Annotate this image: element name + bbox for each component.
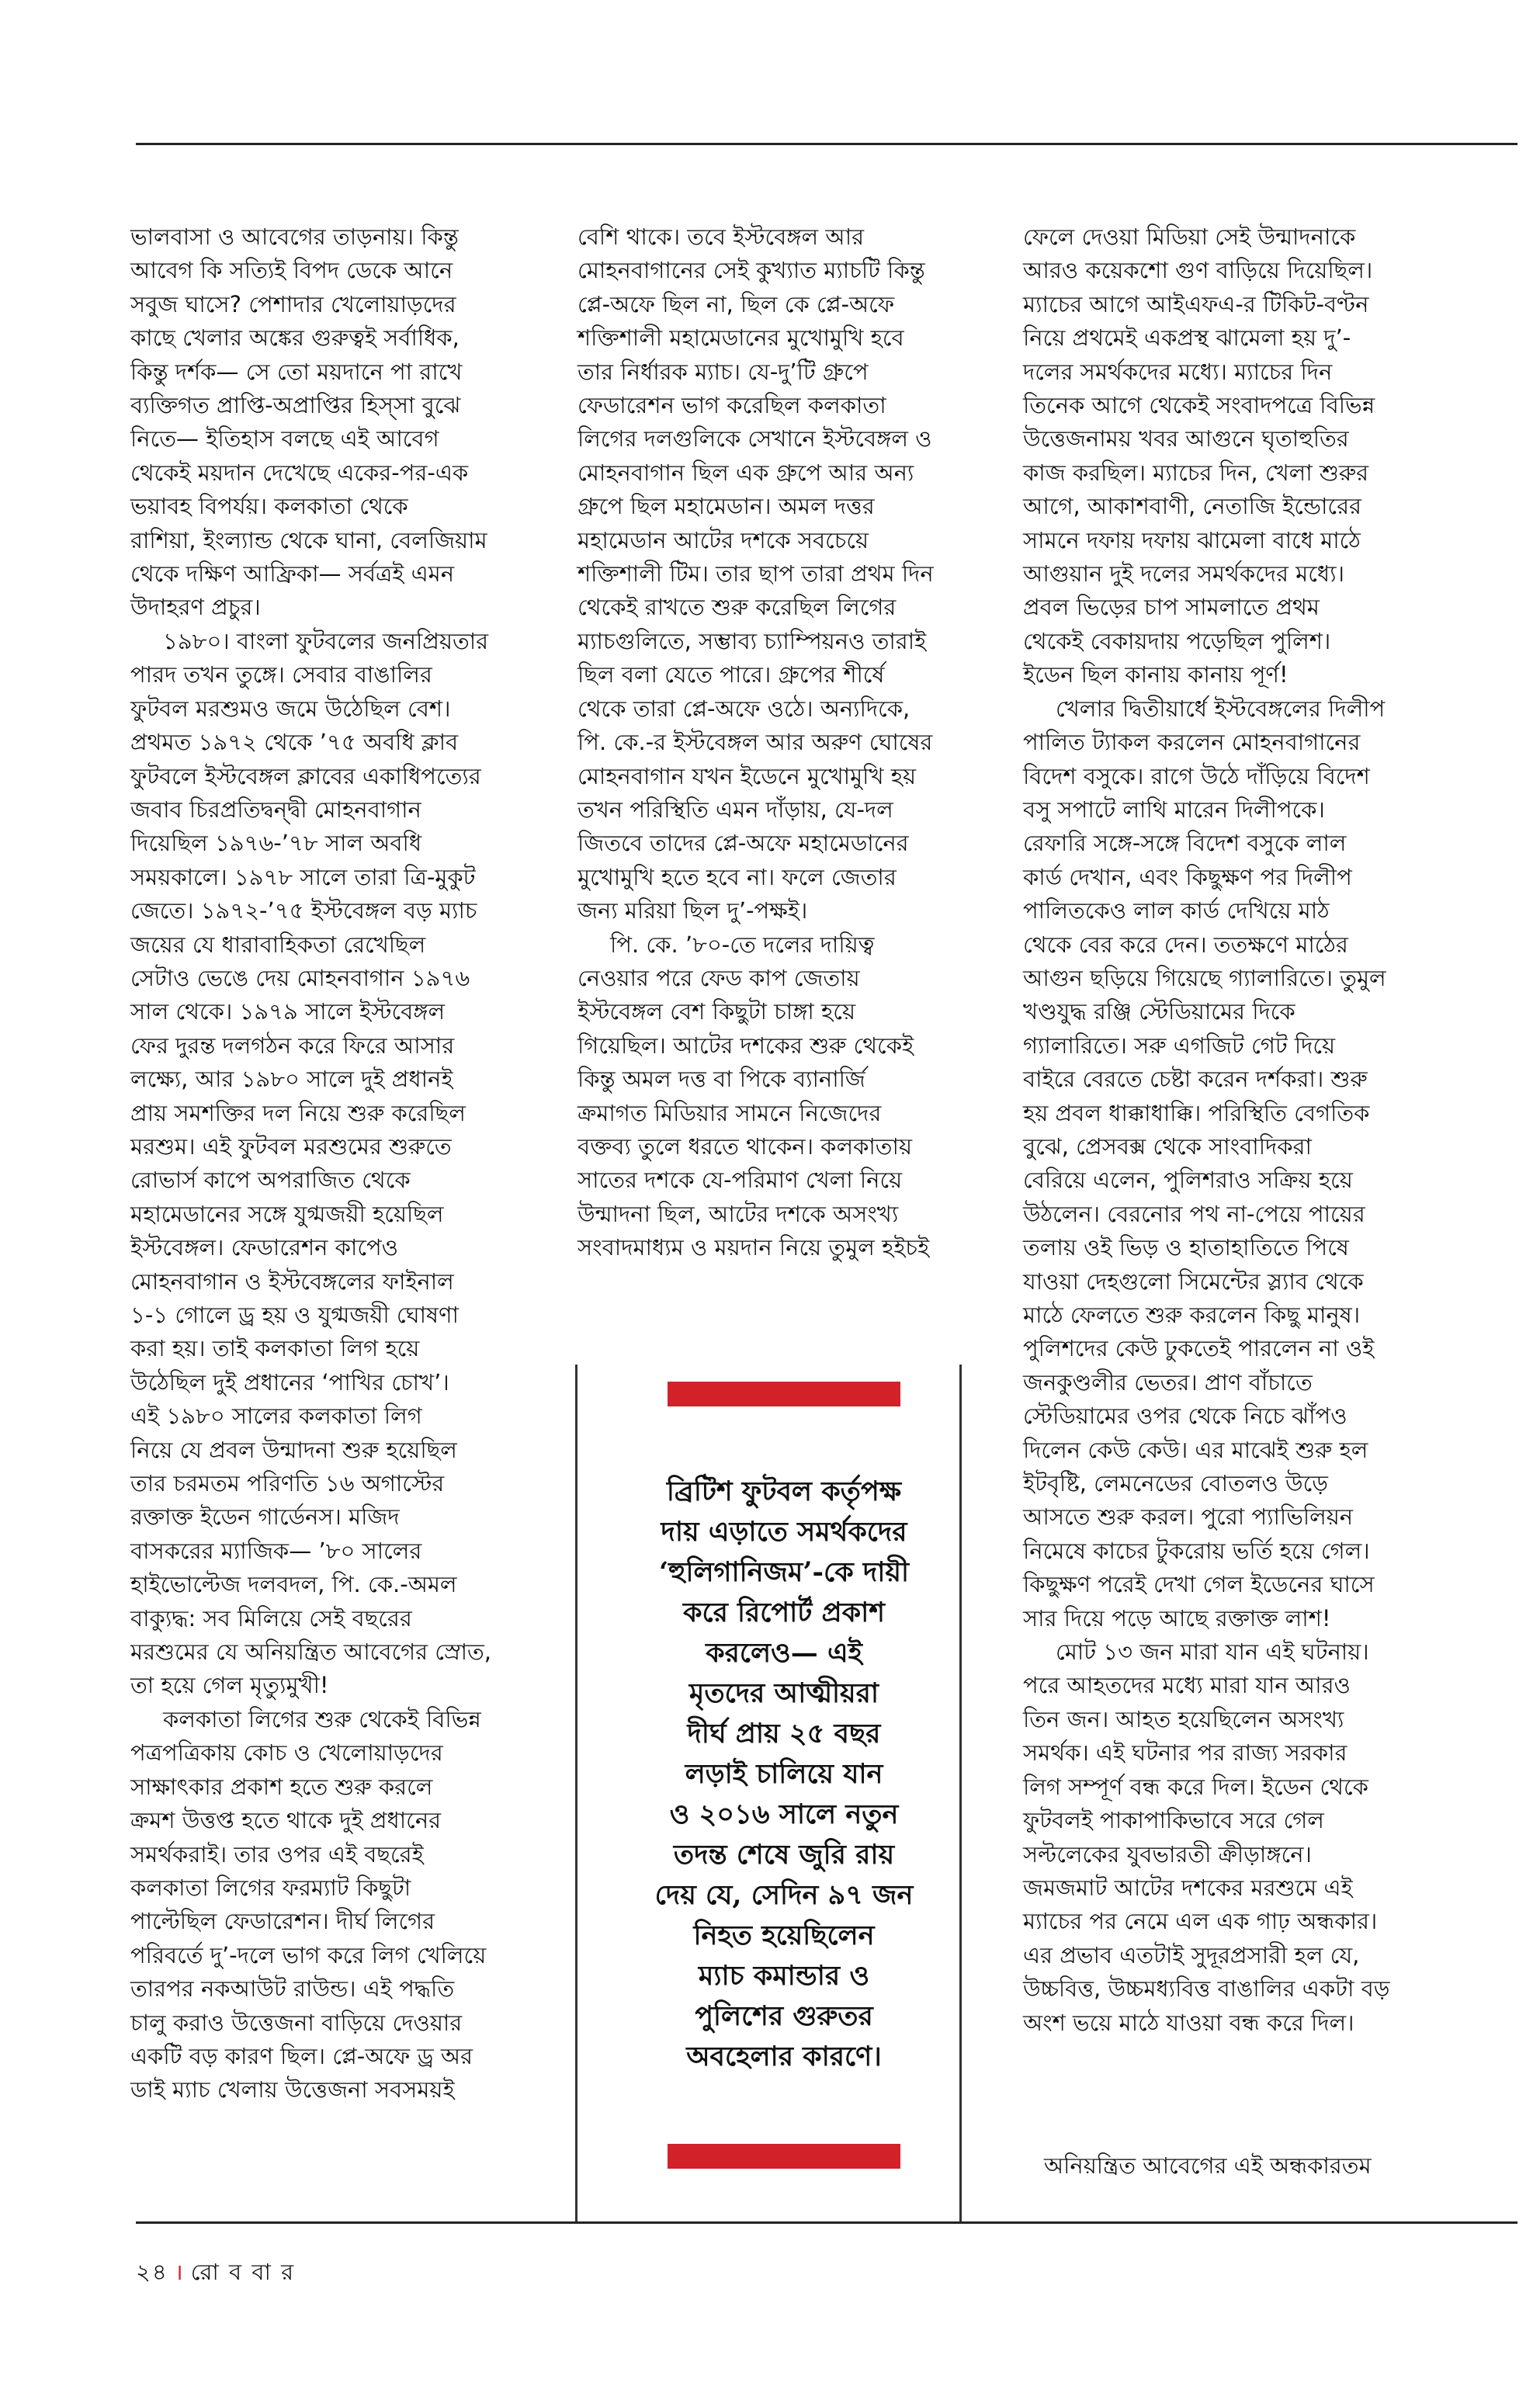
pull-quote-top-bar — [668, 1382, 900, 1406]
paragraph: ১৯৮০। বাংলা ফুটবলের জনপ্রিয়তার পারদ তখন তুঙ্গে। সেবার বাঙালির ফুটবল মরশুমও জমে উঠেছিল বেশ। প্রথমত ১৯৭২ থেকে ’৭৫ অবধি ক্লাব ফুটবলে ইস্টবেঙ্গল ক্লাবের একাধিপত্যের জবাব চিরপ্রতিদ্বন্দ্বী মোহনবাগান দিয়েছিল ১৯৭৬-’৭৮ সাল অবধি সময়কালে। ১৯৭৮ সালে তারা ত্রি-মুকুট জেতে। ১৯৭২-’৭৫ ইস্টবেঙ্গল বড় ম্যাচ জয়ের যে ধারাবাহিকতা রেখেছিল সেটাও ভেঙে দেয় মোহনবাগান ১৯৭৬ সাল থেকে। ১৯৭৯ সালে ইস্টবেঙ্গল ফের দুরন্ত দলগঠন করে ফিরে আসার লক্ষ্যে, আর ১৯৮০ সালে দুই প্রধানই প্রায় সমশক্তির দল নিয়ে শুরু করেছিল মরশুম। এই ফুটবল মরশুমের শুরুতে রোভার্স কাপে অপরাজিত থেকে মহামেডানের সঙ্গে যুগ্মজয়ী হয়েছিল ইস্টবেঙ্গল। ফেডারেশন কাপেও মোহনবাগান ও ইস্টবেঙ্গলের ফাইনাল ১-১ গোলে ড্র হয় ও যুগ্মজয়ী ঘোষণা করা হয়। তাই কলকাতা লিগ হয়ে উঠেছিল দুই প্রধানের ‘পাখির চোখ’। এই ১৯৮০ সালের কলকাতা লিগ নিয়ে যে প্রবল উন্মাদনা শুরু হয়েছিল তার চরমতম পরিণতি ১৬ অগাস্টের রক্তাক্ত ইডেন গার্ডেনস। মজিদ বাসকরের ম্যাজিক— ’৮০ সালের হাইভোল্টেজ দলবদল, পি. কে.-অমল বাক্যুদ্ধ: সব মিলিয়ে সেই বছরের মরশুমের যে অনিয়ন্ত্রিত আবেগের স্রোত, তা হয়ে গেল মৃত্যুমুখী! — [130, 627, 491, 1699]
footer-separator: । — [174, 2259, 185, 2285]
article-column-right — [1023, 220, 1442, 2040]
paragraph: মোট ১৩ জন মারা যান এই ঘটনায়। পরে আহতদের মধ্যে মারা যান আরও তিন জন। আহত হয়েছিলেন অসংখ্য সমর্থক। এই ঘটনার পর রাজ্য সরকার লিগ সম্পূর্ণ বন্ধ করে দিল। ইডেন থেকে ফুটবলই পাকাপাকিভাবে সরে গেল সল্টলেকের যুবভারতী ক্রীড়াঙ্গনে। জমজমাট আটের দশকের মরশুমে এই ম্যাচের পর নেমে এল এক গাঢ় অন্ধকার। এর প্রভাব এতটাই সুদূরপ্রসারী হল যে, উচ্চবিত্ত, উচ্চমধ্যবিত্ত বাঙালির একটা বড় অংশ ভয়ে মাঠে যাওয়া বন্ধ করে দিল। — [1023, 1639, 1390, 2036]
paragraph: পি. কে. ’৮০-তে দলের দায়িত্ব নেওয়ার পরে ফেড কাপ জেতায় ইস্টবেঙ্গল বেশ কিছুটা চাঙ্গা হয়ে গিয়েছিল। আটের দশকের শুরু থেকেই কিন্তু অমল দত্ত বা পিকে ব্যানার্জি ক্রমাগত মিডিয়ার সামনে নিজেদের বক্তব্য তুলে ধরতে থাকেন। কলকাতায় সাতের দশকে যে-পরিমাণ খেলা নিয়ে উন্মাদনা ছিল, আটের দশকে অসংখ্য সংবাদমাধ্যম ও ময়দান নিয়ে তুমুল হইচই — [578, 931, 930, 1261]
paragraph: ফেলে দেওয়া মিডিয়া সেই উন্মাদনাকে আরও কয়েকশো গুণ বাড়িয়ে দিয়েছিল। ম্যাচের আগে আইএফএ-র টিকিট-বণ্টন নিয়ে প্রথমেই একপ্রস্থ ঝামেলা হয় দু’- দলের সমর্থকদের মধ্যে। ম্যাচের দিন তিনেক আগে থেকেই সংবাদপত্রে বিভিন্ন উত্তেজনাময় খবর আগুনে ঘৃতাহুতির কাজ করছিল। ম্যাচের দিন, খেলা শুরুর আগে, আকাশবাণী, নেতাজি ইন্ডোরের সামনে দফায় দফায় ঝামেলা বাধে মাঠে আগুয়ান দুই দলের সমর্থকদের মধ্যে। প্রবল ভিড়ের চাপ সামলাতে প্রথম থেকেই বেকায়দায় পড়েছিল পুলিশ। ইডেন ছিল কানায় কানায় পূর্ণ! — [1023, 224, 1375, 688]
column-divider-right — [959, 1365, 962, 2221]
pull-quote — [578, 1382, 990, 2169]
paragraph: কলকাতা লিগের শুরু থেকেই বিভিন্ন পত্রপত্রিকায় কোচ ও খেলোয়াড়দের সাক্ষাৎকার প্রকাশ হতে শুরু করলে ক্রমশ উত্তপ্ত হতে থাকে দুই প্রধানের সমর্থকরাই। তার ওপর এই বছরেই কলকাতা লিগের ফরম্যাট কিছুটা পাল্টেছিল ফেডারেশন। দীর্ঘ লিগের পরিবর্তে দু’-দলে ভাগ করে লিগ খেলিয়ে তারপর নকআউট রাউন্ড। এই পদ্ধতি চালু করাও উত্তেজনা বাড়িয়ে দেওয়ার একটি বড় কারণ ছিল। প্লে-অফে ড্র অর ডাই ম্যাচ খেলায় উত্তেজনা সবসময়ই — [130, 1705, 487, 2103]
top-rule — [136, 143, 1517, 145]
pull-quote-text: ব্রিটিশ ফুটবল কর্তৃপক্ষ দায় এড়াতে সমর্থকদের ‘হুলিগানিজম’-কে দায়ী করে রিপোর্ট প্রকাশ করলেও— এই মৃতদের আত্মীয়রা দীর্ঘ প্রায় ২৫ বছর লড়াই চালিয়ে যান ও ২০১৬ সালে নতুন তদন্ত শেষে জুরি রায় দেয় যে, সেদিন ৯৭ জন নিহত হয়েছিলেন ম্যাচ কমান্ডার ও পুলিশের গুরুতর অবহেলার কারণে। — [654, 1476, 914, 2072]
article-column-middle — [578, 220, 989, 1265]
magazine-name: রো ব বা র — [190, 2259, 296, 2285]
paragraph: খেলার দ্বিতীয়ার্ধে ইস্টবেঙ্গলের দিলীপ পালিত ট্যাকল করলেন মোহনবাগানের বিদেশ বসুকে। রাগে উঠে দাঁড়িয়ে বিদেশ বসু সপাটে লাথি মারেন দিলীপকে। রেফারি সঙ্গে-সঙ্গে বিদেশ বসুকে লাল কার্ড দেখান, এবং কিছুক্ষণ পর দিলীপ পালিতকেও লাল কার্ড দেখিয়ে মাঠ থেকে বের করে দেন। ততক্ষণে মাঠের আগুন ছড়িয়ে গিয়েছে গ্যালারিতে। তুমুল খণ্ডযুদ্ধ রঞ্জি স্টেডিয়ামের দিকে গ্যালারিতে। সরু এগজিট গেট দিয়ে বাইরে বেরতে চেষ্টা করেন দর্শকরা। শুরু হয় প্রবল ধাক্কাধাক্কি। পরিস্থিতি বেগতিক বুঝে, প্রেসবক্স থেকে সাংবাদিকরা বেরিয়ে এলেন, পুলিশরাও সক্রিয় হয়ে উঠলেন। বেরনোর পথ না-পেয়ে পায়ের তলায় ওই ভিড় ও হাতাহাতিতে পিষে যাওয়া দেহগুলো সিমেন্টের স্ল্যাব থেকে মাঠে ফেলতে শুরু করলেন কিছু মানুষ। পুলিশদের কেউ ঢুকতেই পারলেন না ওই জনকুণ্ডলীর ভেতর। প্রাণ বাঁচাতে স্টেডিয়ামের ওপর থেকে নিচে ঝাঁপও দিলেন কেউ কেউ। এর মাঝেই শুরু হল ইটবৃষ্টি, লেমনেডের বোতলও উড়ে আসতে শুরু করল। পুরো প্যাভিলিয়ন নিমেষে কাচের টুকরোয় ভর্তি হয়ে গেল। কিছুক্ষণ পরেই দেখা গেল ইডেনের ঘাসে সার দিয়ে পড়ে আছে রক্তাক্ত লাশ! — [1023, 695, 1386, 1632]
column-divider-left — [575, 1365, 578, 2221]
bottom-rule — [136, 2221, 1517, 2224]
paragraph: ভালবাসা ও আবেগের তাড়নায়। কিন্তু আবেগ কি সত্যিই বিপদ ডেকে আনে সবুজ ঘাসে? পেশাদার খেলোয়াড়দের কাছে খেলার অঙ্কের গুরুত্বই সর্বাধিক, কিন্তু দর্শক— সে তো ময়দানে পা রাখে ব্যক্তিগত প্রাপ্তি-অপ্রাপ্তির হিস্সা বুঝে নিতে— ইতিহাস বলছে এই আবেগ থেকেই ময়দান দেখেছে একের-পর-এক ভয়াবহ বিপর্যয়। কলকাতা থেকে রাশিয়া, ইংল্যান্ড থেকে ঘানা, বেলজিয়াম থেকে দক্ষিণ আফ্রিকা— সর্বত্রই এমন উদাহরণ প্রচুর। — [130, 224, 487, 621]
page-footer — [136, 2255, 295, 2293]
photo-caption: অনিয়ন্ত্রিত আবেগের এই অন্ধকারতম — [1044, 2152, 1372, 2179]
pull-quote-bottom-bar — [668, 2144, 900, 2169]
article-column-left — [130, 220, 542, 2107]
page-number: ২৪ — [136, 2259, 168, 2285]
paragraph: বেশি থাকে। তবে ইস্টবেঙ্গল আর মোহনবাগানের সেই কুখ্যাত ম্যাচটি কিন্তু প্লে-অফে ছিল না, ছিল কে প্লে-অফে শক্তিশালী মহামেডানের মুখোমুখি হবে তার নির্ধারক ম্যাচ। যে-দু’টি গ্রুপে ফেডারেশন ভাগ করেছিল কলকাতা লিগের দলগুলিকে সেখানে ইস্টবেঙ্গল ও মোহনবাগান ছিল এক গ্রুপে আর অন্য গ্রুপে ছিল মহামেডান। অমল দত্তর মহামেডান আটের দশকে সবচেয়ে শক্তিশালী টিম। তার ছাপ তারা প্রথম দিন থেকেই রাখতে শুরু করেছিল লিগের ম্যাচগুলিতে, সম্ভাব্য চ্যাম্পিয়নও তারাই ছিল বলা যেতে পারে। গ্রুপের শীর্ষে থেকে তারা প্লে-অফে ওঠে। অন্যদিকে, পি. কে.-র ইস্টবেঙ্গল আর অরুণ ঘোষের মোহনবাগান যখন ইডেনে মুখোমুখি হয় তখন পরিস্থিতি এমন দাঁড়ায়, যে-দল জিতবে তাদের প্লে-অফে মহামেডানের মুখোমুখি হতে হবে না। ফলে জেতার জন্য মরিয়া ছিল দু’-পক্ষই। — [578, 224, 934, 924]
